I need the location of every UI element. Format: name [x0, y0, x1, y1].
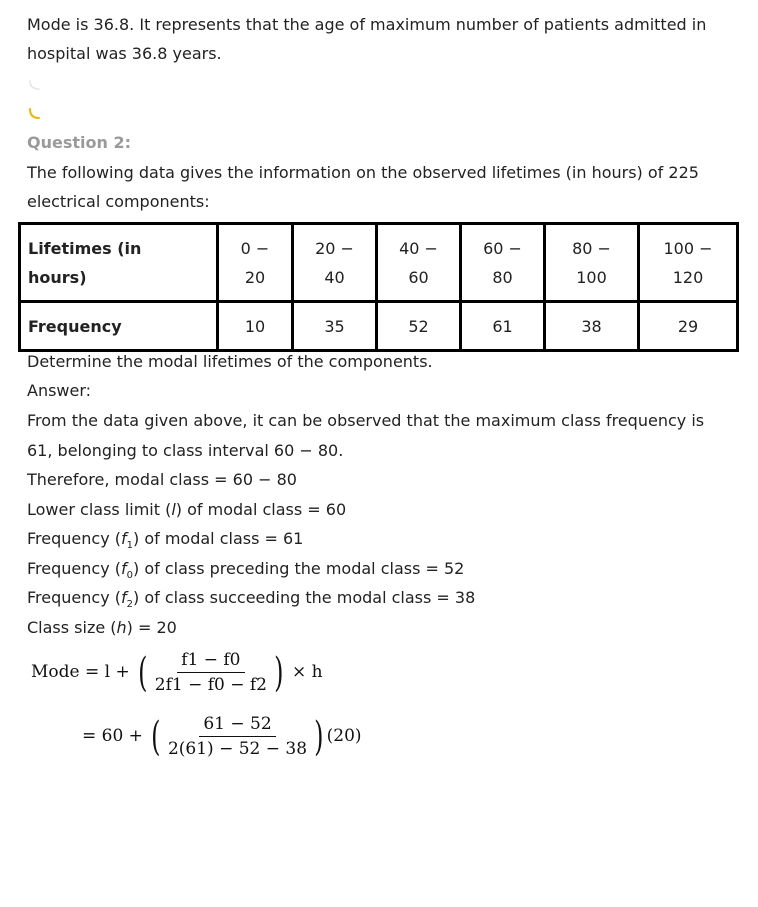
table-row	[20, 224, 738, 302]
fraction	[151, 650, 271, 695]
fraction-numerator: 61 − 52	[199, 714, 275, 737]
f0-line	[27, 559, 464, 582]
right-paren: )	[274, 649, 284, 696]
observation-line-1: From the data given above, it can be observed that the maximum class frequency is	[27, 411, 705, 430]
mode-formula	[31, 650, 323, 695]
interval-end: 40	[324, 267, 345, 287]
intro-line-1: Mode is 36.8. It represents that the age of maximum number of patients admitted in	[27, 15, 707, 34]
left-paren: (	[151, 713, 161, 760]
subscript: 2	[126, 599, 133, 610]
table-cell: 29	[639, 302, 738, 351]
question-heading: Question 2:	[27, 133, 131, 152]
question-text-line-2: electrical components:	[27, 192, 210, 211]
formula-text: = 60 +	[82, 726, 143, 746]
table-cell: 61	[461, 302, 545, 351]
f2-line	[27, 588, 475, 611]
text-segment: Frequency (	[27, 529, 121, 548]
left-paren: (	[138, 649, 148, 696]
f1-line	[27, 529, 303, 552]
math-variable: f	[120, 529, 127, 548]
table-cell	[461, 224, 545, 302]
subscript: 0	[126, 570, 133, 581]
text-segment: ) of class preceding the modal class = 52	[133, 559, 465, 578]
intro-line-2: hospital was 36.8 years.	[27, 44, 222, 63]
interval-start: 0 −	[240, 238, 270, 258]
interval-start: 100 −	[663, 238, 713, 258]
table-cell: 35	[293, 302, 377, 351]
table-cell: 38	[545, 302, 639, 351]
text-segment: ) = 20	[126, 618, 177, 637]
interval-start: 80 −	[572, 238, 611, 258]
table-cell: 52	[377, 302, 461, 351]
table-row-header: Frequency	[20, 302, 218, 351]
modal-class-line: Therefore, modal class = 60 − 80	[27, 470, 297, 489]
table-cell	[377, 224, 461, 302]
math-variable: h	[116, 618, 127, 637]
prompt-text: Determine the modal lifetimes of the components.	[27, 352, 433, 371]
lifetimes-table	[18, 222, 739, 352]
mode-substitution	[82, 714, 362, 759]
subscript: 1	[126, 540, 133, 551]
text-segment: ) of modal class = 61	[133, 529, 304, 548]
interval-start: 40 −	[399, 238, 438, 258]
loading-spinner-icon	[28, 108, 40, 120]
table-row-header-line: Lifetimes (in	[28, 238, 142, 258]
interval-end: 100	[576, 267, 607, 287]
table-cell	[639, 224, 738, 302]
interval-end: 80	[492, 267, 513, 287]
table-cell	[218, 224, 293, 302]
fraction-numerator: f1 − f0	[177, 650, 244, 673]
interval-start: 20 −	[315, 238, 354, 258]
fraction-denominator: 2f1 − f0 − f2	[154, 675, 267, 695]
text-segment: Frequency (	[27, 588, 121, 607]
math-variable: f	[120, 588, 127, 607]
formula-text: × h	[292, 662, 323, 682]
math-variable: l	[171, 500, 176, 519]
question-text-line-1: The following data gives the information on the observed lifetimes (in hours) of 225	[27, 163, 699, 182]
table-row-header-line: hours)	[28, 267, 87, 287]
lower-limit-line	[27, 500, 346, 520]
formula-text: (20)	[326, 726, 362, 746]
text-segment: ) of class succeeding the modal class = 38	[133, 588, 476, 607]
formula-text: = l +	[85, 662, 130, 682]
table-cell: 10	[218, 302, 293, 351]
loading-spinner-icon	[28, 80, 40, 92]
formula-label: Mode	[31, 662, 80, 682]
interval-end: 60	[408, 267, 429, 287]
observation-line-2: 61, belonging to class interval 60 − 80.	[27, 441, 344, 460]
text-segment: Lower class limit (	[27, 500, 172, 519]
table-cell	[545, 224, 639, 302]
class-size-line	[27, 618, 177, 638]
math-variable: f	[120, 559, 127, 578]
fraction	[164, 714, 311, 759]
interval-end: 20	[244, 267, 266, 287]
right-paren: )	[314, 713, 324, 760]
text-segment: Frequency (	[27, 559, 121, 578]
answer-label: Answer:	[27, 381, 92, 400]
interval-start: 60 −	[483, 238, 522, 258]
table-cell	[293, 224, 377, 302]
table-row	[20, 302, 738, 351]
table-row-header	[20, 224, 218, 302]
text-segment: Class size (	[27, 618, 117, 637]
interval-end: 120	[672, 267, 704, 287]
text-segment: ) of modal class = 60	[175, 500, 347, 519]
fraction-denominator: 2(61) − 52 − 38	[167, 739, 308, 759]
